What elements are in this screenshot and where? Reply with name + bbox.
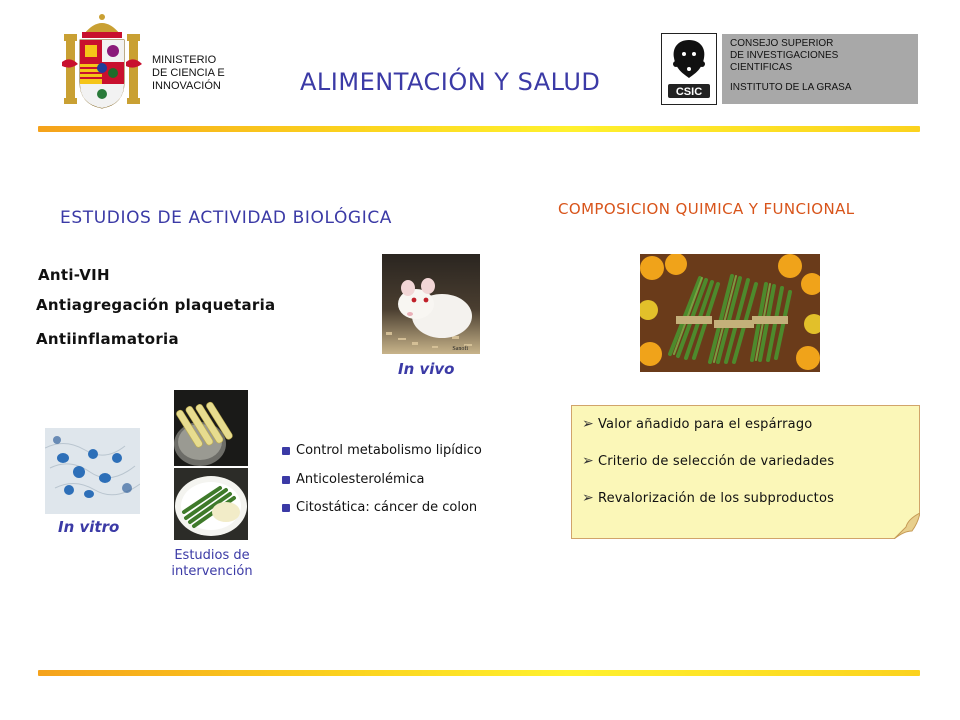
activity-item: Anti-VIH: [38, 266, 110, 284]
institute-name: INSTITUTO DE LA GRASA: [730, 82, 852, 93]
rat-photo: [382, 254, 480, 354]
square-bullet-icon: [282, 447, 290, 455]
coat-of-arms-logo: [62, 12, 142, 114]
section-title-composition: COMPOSICION QUIMICA Y FUNCIONAL: [558, 200, 855, 218]
estudios-line: Estudios de: [174, 548, 250, 563]
activity-item: Antiinflamatoria: [36, 330, 179, 348]
arrow-right-icon: ➢: [582, 453, 594, 469]
square-bullet-icon: [282, 476, 290, 484]
benefit-text: Valor añadido para el espárrago: [597, 416, 813, 432]
estudios-line: intervención: [171, 564, 253, 579]
benefit-item: [582, 490, 834, 506]
asparagus-plate-photo: [174, 468, 248, 540]
svg-text:Sanofi: Sanofi: [452, 346, 468, 352]
benefit-item: [582, 453, 834, 469]
bullet-item: [282, 443, 482, 458]
benefit-item: [582, 416, 812, 432]
in-vitro-label: In vitro: [58, 518, 120, 536]
page-title: ALIMENTACIÓN Y SALUD: [300, 68, 601, 96]
bullet-text: Anticolesterolémica: [296, 472, 425, 487]
csic-logo-text: CSIC: [675, 86, 703, 98]
benefit-text: Criterio de selección de variedades: [597, 453, 835, 469]
csic-line: CONSEJO SUPERIOR: [730, 38, 834, 49]
benefit-text: Revalorización de los subproductos: [597, 490, 835, 506]
section-title-biological: ESTUDIOS DE ACTIVIDAD BIOLÓGICA: [60, 208, 393, 228]
activity-item: Antiagregación plaquetaria: [36, 296, 276, 314]
benefits-note: [571, 405, 920, 539]
arrow-right-icon: ➢: [582, 416, 594, 432]
bullet-text: Control metabolismo lipídico: [296, 443, 482, 458]
csic-name-box: [722, 34, 918, 104]
bullet-item: [282, 500, 477, 515]
estudios-intervencion-label: [142, 548, 282, 580]
bullet-text: Citostática: cáncer de colon: [296, 500, 478, 515]
arrow-right-icon: ➢: [582, 490, 594, 506]
in-vivo-label: In vivo: [398, 360, 455, 378]
ministry-name: [152, 54, 225, 93]
ministry-line: INNOVACIÓN: [152, 80, 221, 92]
csic-line: DE INVESTIGACIONES: [730, 50, 839, 61]
ministry-line: MINISTERIO: [152, 54, 217, 66]
csic-logo: [661, 33, 717, 105]
csic-line: CIENTIFICAS: [730, 62, 793, 73]
bottom-divider: [38, 670, 920, 676]
ministry-line: DE CIENCIA E: [152, 67, 225, 79]
bullet-item: [282, 472, 424, 487]
square-bullet-icon: [282, 504, 290, 512]
asparagus-market-photo: [640, 254, 820, 372]
canned-asparagus-photo: [174, 390, 248, 466]
page-curl: [894, 513, 920, 539]
top-divider: [38, 126, 920, 132]
cells-photo: [45, 428, 140, 514]
